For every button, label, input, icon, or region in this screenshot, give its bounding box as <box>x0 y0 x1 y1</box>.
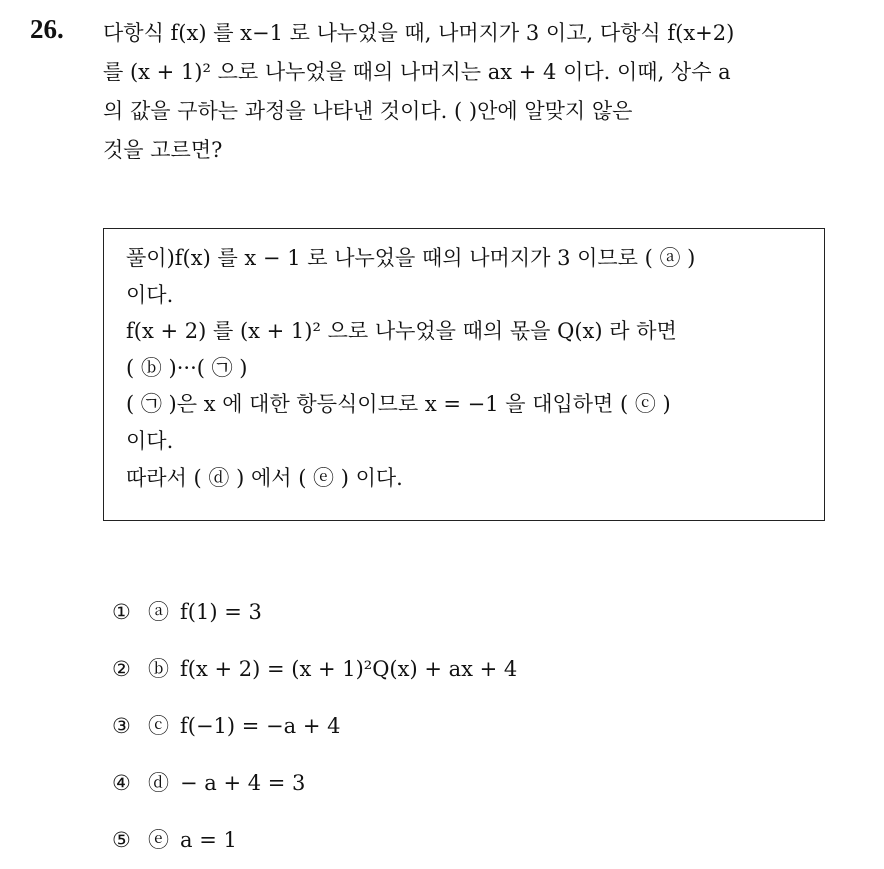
stem-line: 다항식 f(x) 를 x−1 로 나누었을 때, 나머지가 3 이고, 다항식 f(x+2) <box>103 21 735 45</box>
choice-number: ④ <box>112 771 131 795</box>
stem-line: 를 (x + 1)² 으로 나누었을 때의 나머지는 ax + 4 이다. 이때, 상수 a <box>103 60 731 84</box>
stem-line: 것을 고르면? <box>103 138 223 162</box>
solution-line: 이다. <box>126 282 174 307</box>
answer-choices <box>112 584 517 869</box>
choice-tag: ⓔ <box>148 828 169 852</box>
choice-expression: f(−1) = −a + 4 <box>180 714 341 738</box>
solution-line: f(x + 2) 를 (x + 1)² 으로 나누었을 때의 몫을 Q(x) 라 하면 <box>126 319 677 344</box>
stem-line: 의 값을 구하는 과정을 나타낸 것이다. ( )안에 알맞지 않은 <box>103 99 633 123</box>
solution-line: ( ⓑ )···( ㉠ ) <box>126 355 248 380</box>
choice-tag: ⓑ <box>148 657 169 681</box>
choice-number: ① <box>112 600 131 624</box>
answer-choice-5[interactable] <box>112 812 517 869</box>
solution-box <box>103 228 825 521</box>
choice-number: ⑤ <box>112 828 131 852</box>
answer-choice-3[interactable] <box>112 698 517 755</box>
answer-choice-1[interactable] <box>112 584 517 641</box>
solution-line: 이다. <box>126 428 174 453</box>
choice-number: ③ <box>112 714 131 738</box>
solution-line: 풀이)f(x) 를 x − 1 로 나누었을 때의 나머지가 3 이므로 ( ⓐ ) <box>126 246 696 270</box>
choice-number: ② <box>112 657 131 681</box>
choice-tag: ⓓ <box>148 771 169 795</box>
choice-expression: f(x + 2) = (x + 1)²Q(x) + ax + 4 <box>180 657 518 681</box>
choice-expression: − a + 4 = 3 <box>180 771 306 795</box>
question-number: 26. <box>30 14 64 44</box>
answer-choice-4[interactable] <box>112 755 517 812</box>
choice-expression: a = 1 <box>180 828 237 852</box>
choice-tag: ⓐ <box>148 600 169 624</box>
question-stem <box>103 14 873 170</box>
solution-line: 따라서 ( ⓓ ) 에서 ( ⓔ ) 이다. <box>126 465 403 490</box>
solution-line: ( ㉠ )은 x 에 대한 항등식이므로 x = −1 을 대입하면 ( ⓒ ) <box>126 392 671 417</box>
choice-expression: f(1) = 3 <box>180 600 262 624</box>
answer-choice-2[interactable] <box>112 641 517 698</box>
choice-tag: ⓒ <box>148 714 169 738</box>
